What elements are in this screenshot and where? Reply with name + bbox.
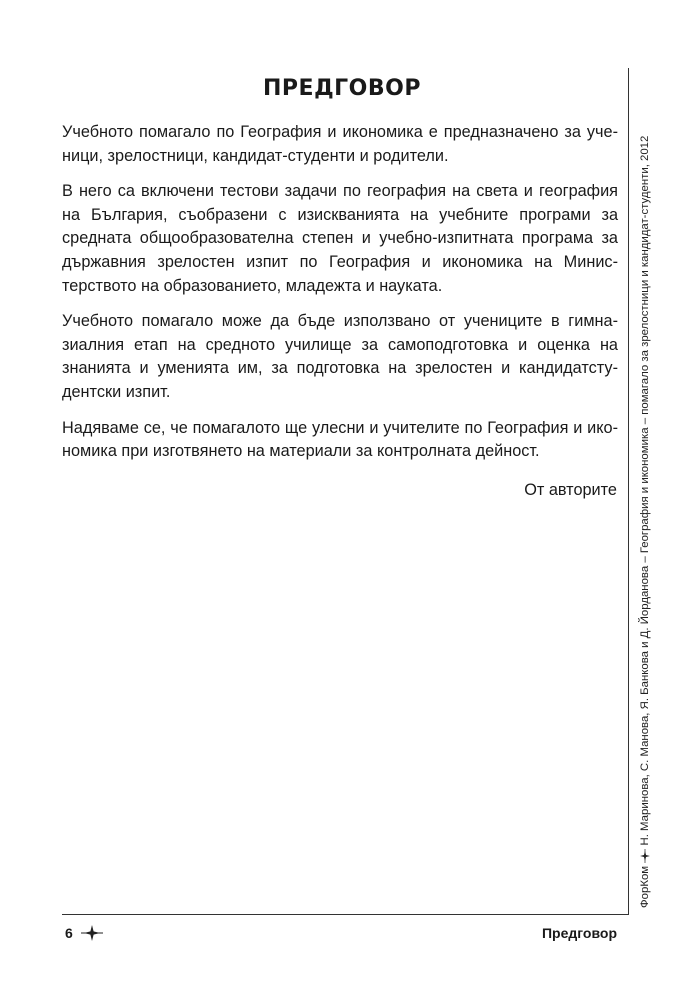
- paragraph-3: Учебното помагало може да бъде използвано от учениците в гимназиалния етап на средното училище за самоподготовка и оценка на знанията и уменията им, за подготовка на зрелостен и кандидатстудентски изпит.: [62, 312, 618, 401]
- side-running-text: [638, 63, 652, 908]
- compass-star-icon: [639, 849, 651, 863]
- side-authors: Н. Маринова, С. Манова, Я. Банкова и Д. Йорданова – География и икономика – помагало за зрелостници и кандидат-студенти, 2012: [639, 135, 651, 846]
- paragraph-4: Надяваме се, че помагалото ще улесни и учителите по География и икономика при изготвянето на материали за контролната дейност.: [62, 418, 618, 461]
- page-title: ПРЕДГОВОР: [263, 76, 421, 101]
- side-divider: [628, 68, 629, 914]
- footer-section-title: Предговор: [541, 925, 617, 941]
- paragraph-1: Учебното помагало по География и икономика е предназначено за ученици, зрелостници, кандидат-студенти и родители.: [62, 123, 618, 165]
- compass-star-icon: [81, 924, 103, 942]
- side-publisher: ФорКом: [639, 865, 651, 908]
- paragraph-2: В него са включени тестови задачи по география на света и география на България, съобразени с изискванията на учебните програми за средната общообразователна степен и учебно-изпитната програма за държавния зрелостен изпит по География и икономика на Министерството на образованието, младежта и науката.: [62, 182, 618, 295]
- signature: От авторите: [524, 481, 617, 499]
- footer-divider: [62, 914, 629, 915]
- body-text: [62, 121, 618, 464]
- page-number: 6: [65, 925, 73, 941]
